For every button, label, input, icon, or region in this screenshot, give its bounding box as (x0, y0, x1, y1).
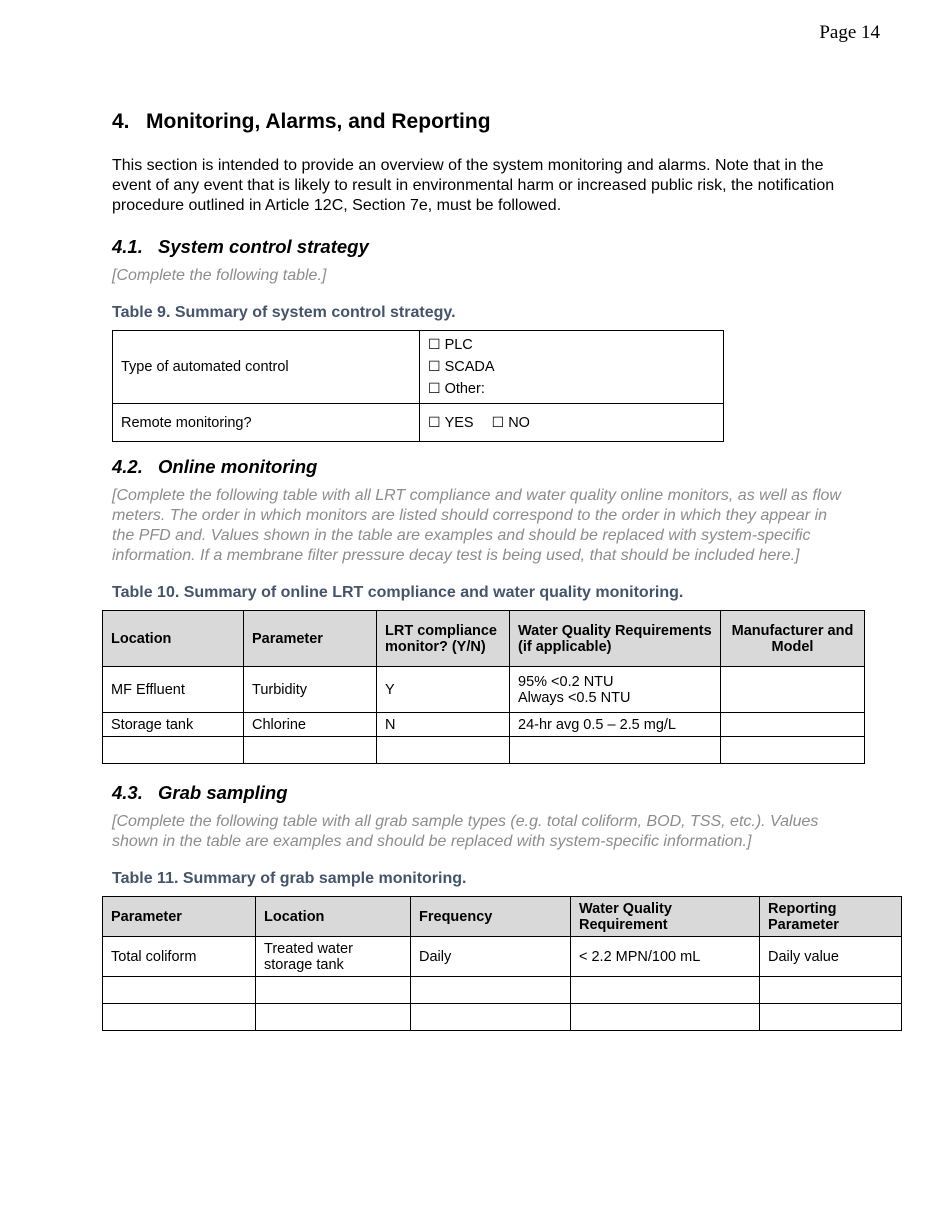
subsection-title: Online monitoring (158, 456, 318, 477)
wq-line: Always <0.5 NTU (518, 689, 631, 706)
option-other[interactable] (428, 378, 715, 400)
subsection-4-3-heading (112, 782, 842, 804)
subsection-number: 4.1. (112, 236, 143, 257)
table-row-empty (103, 1004, 902, 1031)
subsection-4-1-heading (112, 236, 842, 258)
table-row (103, 713, 865, 737)
subsection-4-2-heading (112, 456, 842, 478)
subsection-title: System control strategy (158, 236, 369, 257)
document-body (111, 110, 854, 1031)
option-yes[interactable] (428, 415, 474, 431)
option-plc[interactable] (428, 334, 715, 356)
table-header-row (103, 897, 902, 937)
column-header: LRT compliance monitor? (Y/N) (377, 611, 510, 667)
cell-frequency: Daily (411, 937, 571, 977)
page-number: Page 14 (819, 22, 880, 43)
cell-parameter: Total coliform (103, 937, 256, 977)
option-scada[interactable] (428, 356, 715, 378)
column-header: Manufacturer and Model (721, 611, 865, 667)
column-header: Water Quality Requirements (if applicable) (510, 611, 721, 667)
column-header: Parameter (244, 611, 377, 667)
remote-monitoring-label: Remote monitoring? (113, 404, 420, 442)
option-label: Other: (444, 381, 485, 397)
grab-sampling-table (102, 896, 902, 1031)
cell-lrt: N (377, 713, 510, 737)
checkbox-icon[interactable]: ☐ (428, 337, 441, 353)
cell-location: MF Effluent (103, 667, 244, 713)
automated-control-options (420, 331, 724, 404)
table-header-row (103, 611, 865, 667)
cell-lrt: Y (377, 667, 510, 713)
control-strategy-table (112, 330, 724, 442)
wq-line: 95% <0.2 NTU (518, 673, 614, 690)
column-header: Reporting Parameter (760, 897, 902, 937)
option-label: SCADA (444, 359, 495, 375)
cell-wq: < 2.2 MPN/100 mL (571, 937, 760, 977)
table-row (113, 404, 724, 442)
cell-location: Treated water storage tank (256, 937, 411, 977)
online-monitoring-table (102, 610, 865, 764)
cell-reporting: Daily value (760, 937, 902, 977)
checkbox-icon[interactable]: ☐ (428, 381, 441, 397)
column-header: Parameter (103, 897, 256, 937)
cell-location: Storage tank (103, 713, 244, 737)
instruction-text: [Complete the following table with all grab sample types (e.g. total coliform, BOD, TSS, etc.). Values shown in the table are examples and should be replaced with system-specific information.] (112, 813, 819, 850)
cell-parameter: Chlorine (244, 713, 377, 737)
cell-wq (510, 667, 721, 713)
subsection-number: 4.3. (112, 782, 143, 803)
option-label: PLC (444, 337, 473, 353)
table-row-empty (103, 737, 865, 764)
table-11-caption: Table 11. Summary of grab sample monitoring. (112, 870, 467, 887)
checkbox-icon[interactable]: ☐ (428, 414, 441, 431)
cell-parameter: Turbidity (244, 667, 377, 713)
table-9-caption: Table 9. Summary of system control strategy. (112, 304, 456, 321)
table-row (103, 937, 902, 977)
column-header: Frequency (411, 897, 571, 937)
section-title: Monitoring, Alarms, and Reporting (146, 110, 491, 133)
section-intro: This section is intended to provide an overview of the system monitoring and alarms. Note that in the event of any event that is likely to result in environmental harm or increased public risk, the notification procedure outlined in Article 12C, Section 7e, must be followed. (112, 157, 835, 214)
checkbox-icon[interactable]: ☐ (491, 414, 505, 431)
option-label: YES (444, 414, 474, 431)
cell-mfr (721, 713, 865, 737)
instruction-text: [Complete the following table.] (112, 267, 327, 284)
table-row (103, 667, 865, 713)
option-label: NO (508, 414, 530, 431)
cell-wq: 24-hr avg 0.5 – 2.5 mg/L (510, 713, 721, 737)
checkbox-icon[interactable]: ☐ (428, 359, 441, 375)
subsection-number: 4.2. (112, 456, 143, 477)
table-row-empty (103, 977, 902, 1004)
section-number: 4. (112, 110, 130, 133)
table-10-caption: Table 10. Summary of online LRT compliance and water quality monitoring. (112, 584, 684, 601)
section-heading (112, 110, 842, 134)
option-no[interactable] (492, 415, 530, 431)
table-row (113, 331, 724, 404)
subsection-title: Grab sampling (158, 782, 288, 803)
cell-mfr (721, 667, 865, 713)
column-header: Water Quality Requirement (571, 897, 760, 937)
remote-monitoring-options (420, 404, 724, 442)
automated-control-label: Type of automated control (113, 331, 420, 404)
instruction-text: [Complete the following table with all LRT compliance and water quality online monitors, as well as flow meters. The order in which monitors are listed should correspond to the order in which they appear in the PFD and. Values shown in the table are examples and should be replaced with system-specific information. If a membrane filter pressure decay test is being used, that should be included here.] (112, 487, 841, 564)
column-header: Location (103, 611, 244, 667)
column-header: Location (256, 897, 411, 937)
